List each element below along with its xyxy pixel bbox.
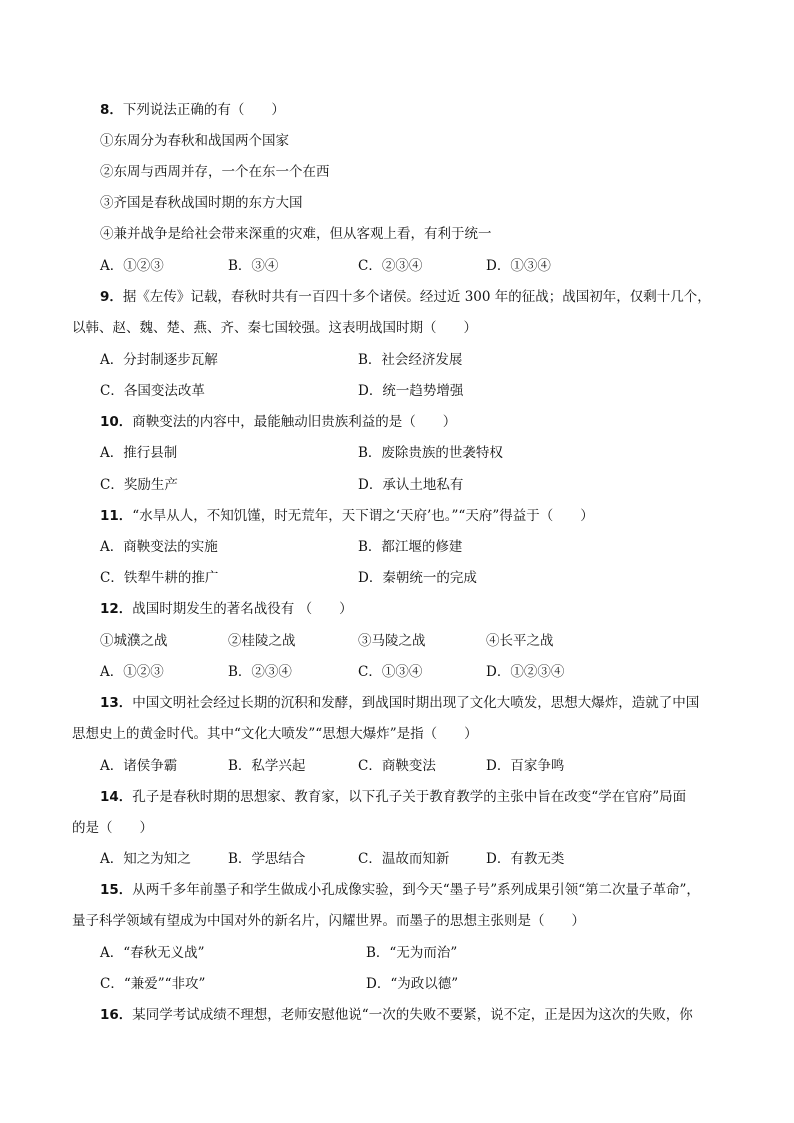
option-d[interactable]: D．有教无类 <box>486 851 565 867</box>
option-d[interactable]: D．“为政以德” <box>366 976 459 992</box>
question-10-stem <box>100 412 456 432</box>
option-a[interactable]: A．推行县制 <box>100 445 178 461</box>
option-d[interactable]: D．承认土地私有 <box>358 477 464 493</box>
question-text: 中国文明社会经过长期的沉积和发酵，到战国时期出现了文化大喷发，思想大爆炸，造就了中国 <box>132 695 700 711</box>
question-text: 据《左传》记载，春秋时共有一百四十多个诸侯。经过近 300 年的征战；战国初年，仅剩十几个， <box>122 289 711 305</box>
question-number: 13． <box>100 695 133 711</box>
question-12-stem <box>100 599 353 619</box>
option-b[interactable]: B．③④ <box>228 258 279 274</box>
option-c[interactable]: C．各国变法改革 <box>100 383 205 399</box>
question-number: 10． <box>100 414 133 430</box>
question-number: 12． <box>100 601 133 617</box>
option-a[interactable]: A．诸侯争霸 <box>100 758 178 774</box>
question-text-continued: 以韩、赵、魏、楚、燕、齐、秦七国较强。这表明战国时期（ ） <box>72 320 477 336</box>
statement: ④长平之战 <box>486 633 554 649</box>
statement: ①城濮之战 <box>100 633 168 649</box>
statement: ②桂陵之战 <box>228 633 296 649</box>
option-c[interactable]: C．奖励生产 <box>100 477 178 493</box>
option-b[interactable]: B．“无为而治” <box>366 945 458 961</box>
option-a[interactable]: A．①②③ <box>100 664 164 680</box>
option-d[interactable]: D．秦朝统一的完成 <box>358 570 477 586</box>
question-text: 某同学考试成绩不理想，老师安慰他说“一次的失败不要紧，说不定，正是因为这次的失败，你 <box>132 1007 693 1023</box>
question-text-continued: 思想史上的黄金时代。其中“文化大喷发”“思想大爆炸”是指（ ） <box>72 726 478 742</box>
option-a[interactable]: A．商鞅变法的实施 <box>100 539 218 555</box>
option-b[interactable]: B．都江堰的修建 <box>358 539 463 555</box>
question-text: “水旱从人，不知饥馑，时无荒年，天下谓之‘天府’也。”“天府”得益于（ ） <box>132 508 594 524</box>
option-b[interactable]: B．废除贵族的世袭特权 <box>358 445 503 461</box>
option-d[interactable]: D．统一趋势增强 <box>358 383 464 399</box>
statement: ①东周分为春秋和战国两个国家 <box>100 133 289 149</box>
question-11-stem <box>100 506 594 526</box>
option-b[interactable]: B．私学兴起 <box>228 758 306 774</box>
option-c[interactable]: C．②③④ <box>358 258 423 274</box>
question-number: 11． <box>100 508 133 524</box>
question-15-stem <box>100 880 700 900</box>
option-b[interactable]: B．学思结合 <box>228 851 306 867</box>
option-b[interactable]: B．社会经济发展 <box>358 352 463 368</box>
question-number: 16． <box>100 1007 133 1023</box>
option-a[interactable]: A．“春秋无义战” <box>100 945 205 961</box>
option-c[interactable]: C．①③④ <box>358 664 423 680</box>
option-a[interactable]: A．分封制逐步瓦解 <box>100 352 218 368</box>
option-d[interactable]: D．①②③④ <box>486 664 565 680</box>
statement: ③齐国是春秋战国时期的东方大国 <box>100 195 303 211</box>
statement: ②东周与西周并存，一个在东一个在西 <box>100 164 330 180</box>
question-text: 孔子是春秋时期的思想家、教育家，以下孔子关于教育教学的主张中旨在改变“学在官府”局面 <box>132 789 687 805</box>
question-text-continued: 的是（ ） <box>72 820 153 836</box>
statement: ③马陵之战 <box>358 633 426 649</box>
question-13-stem <box>100 693 699 713</box>
option-a[interactable]: A．知之为知之 <box>100 851 191 867</box>
question-number: 14． <box>100 789 133 805</box>
option-d[interactable]: D．①③④ <box>486 258 551 274</box>
question-8-stem <box>100 100 285 120</box>
statement: ④兼并战争是给社会带来深重的灾难，但从客观上看，有利于统一 <box>100 226 492 242</box>
question-text-continued: 量子科学领域有望成为中国对外的新名片，闪耀世界。而墨子的思想主张则是（ ） <box>72 913 585 929</box>
option-c[interactable]: C．铁犁牛耕的推广 <box>100 570 219 586</box>
question-text: 商鞅变法的内容中，最能触动旧贵族利益的是（ ） <box>132 414 457 430</box>
question-number: 8． <box>100 102 123 118</box>
question-number: 9． <box>100 289 123 305</box>
option-d[interactable]: D．百家争鸣 <box>486 758 565 774</box>
option-c[interactable]: C．“兼爱”“非攻” <box>100 976 206 992</box>
option-a[interactable]: A．①②③ <box>100 258 164 274</box>
question-text: 下列说法正确的有（ ） <box>122 102 285 118</box>
question-14-stem <box>100 787 686 807</box>
question-9-stem <box>100 287 711 307</box>
option-c[interactable]: C．温故而知新 <box>358 851 450 867</box>
question-text: 从两千多年前墨子和学生做成小孔成像实验，到今天“墨子号”系列成果引领“第二次量子革命”， <box>132 882 700 898</box>
option-c[interactable]: C．商鞅变法 <box>358 758 436 774</box>
question-16-stem <box>100 1005 693 1025</box>
option-b[interactable]: B．②③④ <box>228 664 292 680</box>
question-number: 15． <box>100 882 133 898</box>
question-text: 战国时期发生的著名战役有 （ ） <box>132 601 353 617</box>
